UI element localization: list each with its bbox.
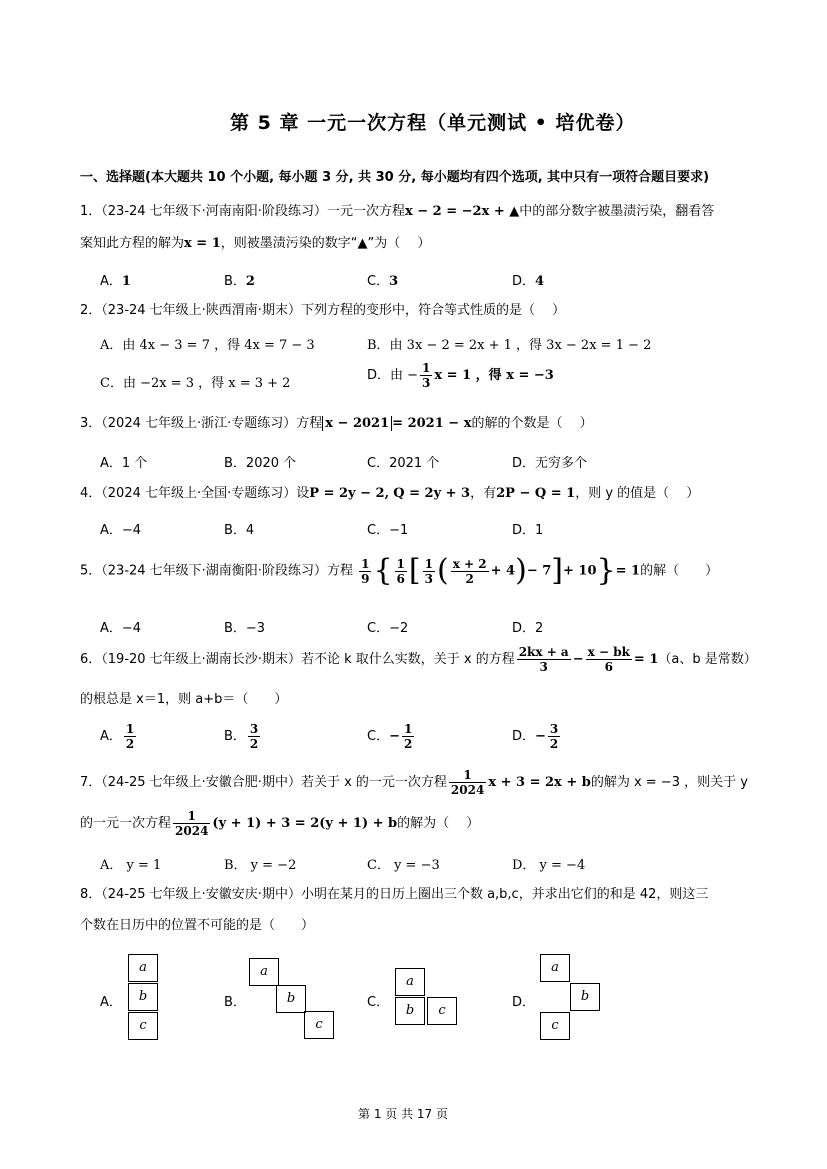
q2-option-b[interactable]: B．由 3x − 2 = 2x + 1 ，得 3x − 2x = 1 − 2 <box>367 338 652 353</box>
paren-open: ( <box>436 553 449 588</box>
calendar-cell-a: a <box>249 958 279 986</box>
question-1-line-2 <box>80 235 430 253</box>
q7-option-b[interactable]: B． y = −2 <box>224 858 297 873</box>
q1-option-b[interactable] <box>224 270 255 289</box>
q1-text: 1．（23-24 七年级下·河南南阳·阶段练习）一元一次方程 <box>80 204 405 219</box>
bracket-open: [ <box>408 553 421 588</box>
q3-text: 3．（2024 七年级上·浙江·专题练习）方程 <box>80 416 323 431</box>
q3-absolute-value: x − 2021 <box>322 416 392 431</box>
q1-option-a[interactable] <box>100 270 131 289</box>
q6-option-b[interactable] <box>224 722 262 751</box>
q5-term-3: + 10 <box>563 563 597 579</box>
option-sign: − <box>389 729 400 744</box>
numerator: 1 <box>125 722 135 736</box>
paren-close: ) <box>515 553 527 588</box>
q6-frac-2 <box>586 645 632 674</box>
question-3 <box>80 415 593 433</box>
q6-option-c[interactable] <box>367 722 416 751</box>
q4-eq-q: Q = 2y + 3 <box>393 486 471 501</box>
denominator: 2 <box>249 737 259 751</box>
calendar-cell-a: a <box>540 954 570 982</box>
question-8-line-2: 个数在日历中的位置不可能的是（ ） <box>80 918 315 933</box>
q7-text-mid: 的解为 x = −3 ，则关于 y <box>590 775 748 790</box>
numerator: x + 2 <box>452 556 487 571</box>
q5-text: 5．（23-24 七年级下·湖南衡阳·阶段练习）方程 <box>80 563 353 579</box>
numerator: x − bk <box>587 645 630 659</box>
q7-option-c[interactable]: C． y = −3 <box>367 858 440 873</box>
q1-equation: x − 2 = −2x + ▲ <box>404 204 520 219</box>
q1-text-b: 中的部分数字被墨渍污染，翻看答 <box>519 204 715 219</box>
denominator: 2 <box>125 737 135 751</box>
calendar-cell-c: c <box>304 1011 334 1039</box>
q2-d-fraction <box>420 361 432 390</box>
option-label: D． <box>512 729 536 744</box>
option-value: 2 <box>245 274 255 289</box>
q4-text-b: ，则 y 的值是（ ） <box>575 486 700 501</box>
calendar-cell-c: c <box>128 1012 158 1040</box>
q5-option-b[interactable]: B．−3 <box>224 621 266 636</box>
option-value: 4 <box>535 274 545 289</box>
q7-text-c: 的解为（ ） <box>397 816 480 831</box>
option-sign: − <box>535 729 546 744</box>
numerator: 1 <box>422 361 431 375</box>
q4-eq-condition: 2P − Q = 1 <box>496 486 576 501</box>
calendar-cell-c: c <box>540 1012 570 1040</box>
denominator: 6 <box>604 660 613 674</box>
q4-text-mid: ，有 <box>470 486 497 501</box>
q6-frac-1 <box>517 645 571 674</box>
q3-option-b[interactable]: B．2020 个 <box>224 456 297 471</box>
q6-text: 6．（19-20 七年级上·湖南长沙·期末）若不论 k 取什么实数，关于 x 的方程 <box>80 652 515 667</box>
option-label: C． <box>367 274 390 289</box>
calendar-cell-c: c <box>427 997 457 1025</box>
q5-frac-4 <box>451 557 489 586</box>
q5-frac-1 <box>359 557 371 586</box>
q2-d-rest: x = 1 ，得 x = −3 <box>434 368 554 383</box>
option-value: 1 <box>121 274 131 289</box>
option-value: 3 <box>389 274 399 289</box>
section-heading: 一、选择题(本大题共 10 个小题, 每小题 3 分, 共 30 分, 每小题均有四个选项, 其中只有一项符合题目要求) <box>80 170 710 185</box>
calendar-cell-a: a <box>128 954 158 982</box>
q5-frac-2 <box>395 557 407 586</box>
q3-rhs: = 2021 − x <box>392 416 472 431</box>
q5-term-4: = 1 <box>615 563 641 579</box>
denominator: 2 <box>549 737 559 751</box>
numerator: 3 <box>249 722 259 736</box>
numerator: 3 <box>549 722 559 736</box>
denominator: 2 <box>465 571 474 586</box>
numerator: 1 <box>361 556 370 571</box>
numerator: 1 <box>424 556 433 571</box>
denominator: 6 <box>396 571 405 586</box>
q8-option-a-label[interactable]: A． <box>100 995 122 1010</box>
denominator: 2 <box>403 737 413 751</box>
q3-option-a[interactable]: A．1 个 <box>100 456 148 471</box>
question-4 <box>80 485 699 503</box>
option-label: B． <box>224 729 246 744</box>
option-fraction <box>548 722 560 751</box>
question-7-line-2 <box>80 809 479 838</box>
q8-option-b-label[interactable]: B． <box>224 995 246 1010</box>
q3-text-b: 的解的个数是（ ） <box>471 416 593 431</box>
question-8-line-1: 8．（24-25 七年级上·安徽安庆·期中）小明在某月的日历上圈出三个数 a,b,c，并求出它们的和是 42，则这三 <box>80 887 709 902</box>
q5-frac-3 <box>423 557 435 586</box>
numerator: 2kx + a <box>518 645 569 659</box>
calendar-cell-a: a <box>395 968 425 996</box>
q1-option-c[interactable] <box>367 270 398 289</box>
q2-option-c[interactable]: C．由 −2x = 3 ，得 x = 3 + 2 <box>100 376 291 391</box>
question-7-line-1 <box>80 768 748 797</box>
q1-text-c: 案知此方程的解为 <box>80 236 185 251</box>
denominator: 3 <box>539 660 548 674</box>
page-title: 第 5 章 一元一次方程（单元测试 • 培优卷） <box>230 112 636 134</box>
q7-eq-2: (y + 1) + 3 = 2(y + 1) + b <box>212 816 398 831</box>
option-label: C． <box>367 729 390 744</box>
q1-solution: x = 1 <box>184 236 221 251</box>
denominator: 2024 <box>450 783 485 797</box>
q4-option-b[interactable]: B．4 <box>224 523 255 538</box>
q7-frac-2 <box>173 809 210 838</box>
q4-eq-p: P = 2y − 2, <box>309 486 390 501</box>
denominator: 3 <box>424 571 433 586</box>
q8-option-d-label[interactable]: D． <box>512 995 536 1010</box>
calendar-cell-b: b <box>570 983 600 1011</box>
q6-text-b: （a、b 是常数） <box>658 652 757 667</box>
q7-text: 7．（24-25 七年级上·安徽合肥·期中）若关于 x 的一元一次方程 <box>80 775 447 790</box>
option-fraction <box>124 722 136 751</box>
page-footer: 第 1 页 共 17 页 <box>358 1107 448 1121</box>
calendar-cell-b: b <box>276 985 306 1013</box>
q5-option-a[interactable]: A．−4 <box>100 621 142 636</box>
q4-option-a[interactable]: A．−4 <box>100 523 142 538</box>
question-5 <box>80 553 719 588</box>
q5-term-2: − 7 <box>526 563 552 579</box>
q5-term-1: + 4 <box>490 563 516 579</box>
option-fraction <box>402 722 414 751</box>
q2-option-d[interactable] <box>367 361 554 390</box>
q5-text-b: 的解（ ） <box>640 563 719 579</box>
q7-option-a[interactable]: A． y = 1 <box>100 858 162 873</box>
option-label: B． <box>224 274 246 289</box>
q7-frac-1 <box>449 768 486 797</box>
q4-text: 4．（2024 七年级上·全国·专题练习）设 <box>80 486 310 501</box>
q4-option-d[interactable]: D．1 <box>512 523 544 538</box>
q3-option-c[interactable]: C．2021 个 <box>367 456 440 471</box>
q2-option-a[interactable]: A．由 4x − 3 = 7 ，得 4x = 7 − 3 <box>100 338 315 353</box>
q6-minus: − <box>572 652 584 667</box>
q2-d-prefix: D．由 − <box>367 368 419 383</box>
q4-option-c[interactable]: C．−1 <box>367 523 409 538</box>
q8-option-c-label[interactable]: C． <box>367 995 390 1010</box>
option-fraction <box>248 722 260 751</box>
brace-close: } <box>596 553 616 588</box>
q6-option-d[interactable] <box>512 722 562 751</box>
calendar-cell-b: b <box>395 997 425 1025</box>
denominator: 3 <box>422 376 431 390</box>
option-label: A． <box>100 729 122 744</box>
option-label: D． <box>512 274 536 289</box>
q3-option-d[interactable]: D．无穷多个 <box>512 456 588 471</box>
option-label: A． <box>100 274 122 289</box>
question-1-line-1 <box>80 203 714 221</box>
numerator: 1 <box>396 556 405 571</box>
denominator: 9 <box>361 571 370 586</box>
numerator: 1 <box>173 809 210 824</box>
q5-option-c[interactable]: C．−2 <box>367 621 409 636</box>
question-2: 2．（23-24 七年级上·陕西渭南·期末）下列方程的变形中，符合等式性质的是（ ） <box>80 303 566 318</box>
numerator: 1 <box>403 722 413 736</box>
denominator: 2024 <box>175 824 209 838</box>
bracket-close: ] <box>551 553 563 588</box>
numerator: 1 <box>449 768 486 783</box>
calendar-cell-b: b <box>128 983 158 1011</box>
q5-option-d[interactable]: D．2 <box>512 621 544 636</box>
question-6-line-2: 的根总是 x＝1，则 a+b＝（ ） <box>80 692 288 707</box>
q7-option-d[interactable]: D． y = −4 <box>512 858 586 873</box>
question-6-line-1 <box>80 645 757 674</box>
q7-eq-1: x + 3 = 2x + b <box>488 775 591 790</box>
q1-option-d[interactable] <box>512 270 544 289</box>
q6-option-a[interactable] <box>100 722 138 751</box>
q1-text-d: ，则被墨渍污染的数字“▲”为（ ） <box>220 236 431 251</box>
brace-open: { <box>373 553 393 588</box>
q6-eq: = 1 <box>633 652 659 667</box>
q7-text-b: 的一元一次方程 <box>80 816 172 831</box>
